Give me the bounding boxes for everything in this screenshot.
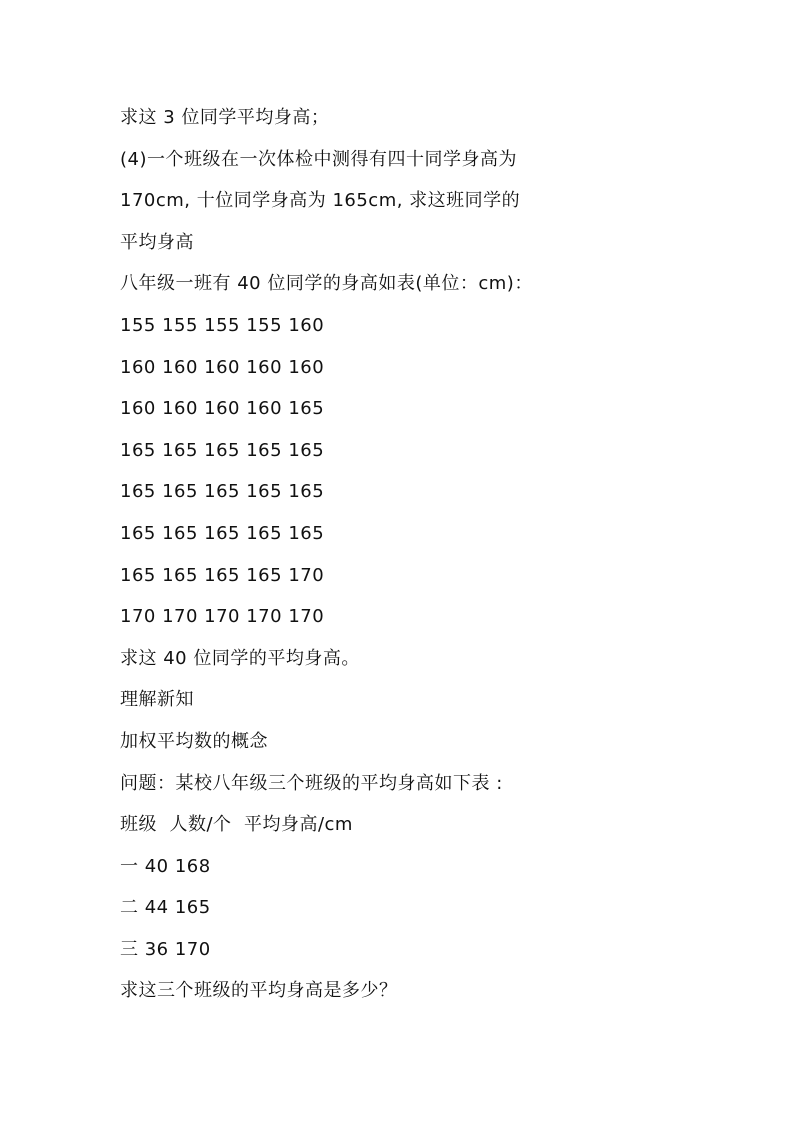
document-body [120, 97, 720, 1012]
section-subheading: 加权平均数的概念 [120, 730, 268, 752]
height-data-row: 155 155 155 155 160 [120, 314, 325, 336]
height-data-row: 165 165 165 165 170 [120, 564, 325, 586]
text-line: 八年级一班有 40 位同学的身高如表(单位：cm)： [120, 273, 533, 295]
table-header-row: 班级 人数/个 平均身高/cm [120, 814, 353, 836]
text-line: 170cm, 十位同学身高为 165cm, 求这班同学的 [120, 190, 521, 212]
section-heading: 理解新知 [120, 689, 194, 711]
table-row: 三 36 170 [120, 938, 211, 960]
text-line: 求这三个班级的平均身高是多少？ [120, 980, 398, 1002]
height-data-row: 160 160 160 160 160 [120, 356, 325, 378]
text-line: 求这 40 位同学的平均身高。 [120, 647, 360, 669]
text-line: 平均身高 [120, 231, 194, 253]
table-row: 二 44 165 [120, 897, 211, 919]
text-line: 问题：某校八年级三个班级的平均身高如下表 : [120, 772, 503, 794]
height-data-row: 165 165 165 165 165 [120, 481, 325, 503]
height-data-row: 165 165 165 165 165 [120, 439, 325, 461]
text-line: (4)一个班级在一次体检中测得有四十同学身高为 [120, 148, 517, 170]
text-line: 求这 3 位同学平均身高； [120, 107, 330, 128]
height-data-row: 170 170 170 170 170 [120, 606, 325, 628]
height-data-row: 160 160 160 160 165 [120, 398, 325, 420]
height-data-row: 165 165 165 165 165 [120, 522, 325, 544]
table-row: 一 40 168 [120, 855, 211, 877]
